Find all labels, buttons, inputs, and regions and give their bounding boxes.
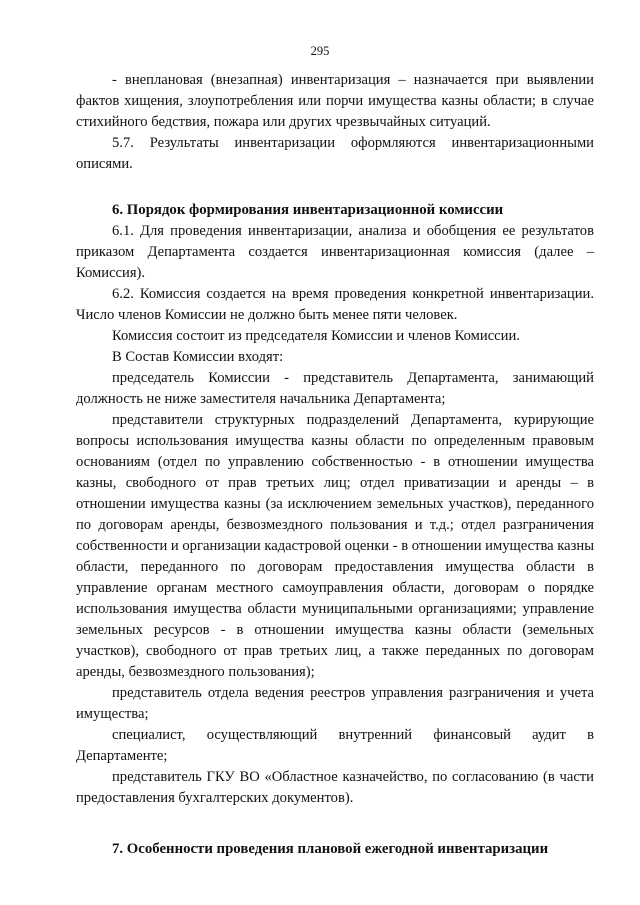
paragraph-5-7: 5.7. Результаты инвентаризации оформляются инвентаризационными описями. bbox=[76, 135, 594, 172]
paragraph-treasury-representative: представитель ГКУ ВО «Областное казначейство, по согласованию (в части предоставления бухгалтерских документов). bbox=[76, 769, 594, 806]
paragraph-6-1: 6.1. Для проведения инвентаризации, анализа и обобщения ее результатов приказом Департамента создается инвентаризационная комиссия (далее – Комиссия). bbox=[76, 223, 594, 281]
paragraph-6-2: 6.2. Комиссия создается на время проведения конкретной инвентаризации. Число членов Комиссии не должно быть менее пяти человек. bbox=[76, 286, 594, 323]
paragraph-unscheduled-inventory: - внеплановая (внезапная) инвентаризация – назначается при выявлении фактов хищения, злоупотребления или порчи имущества казны области; в случае стихийного бедствия, пожара или других чрезвычайных ситуаций. bbox=[76, 72, 594, 130]
page-number: 295 bbox=[310, 44, 330, 58]
section-6-heading: 6. Порядок формирования инвентаризационной комиссии bbox=[112, 202, 504, 218]
paragraph-commission-members-intro: В Состав Комиссии входят: bbox=[112, 349, 284, 365]
paragraph-registry-representative: представитель отдела ведения реестров управления разграничения и учета имущества; bbox=[76, 685, 594, 722]
paragraph-audit-specialist: специалист, осуществляющий внутренний финансовый аудит в Департаменте; bbox=[76, 727, 594, 764]
paragraph-department-representatives: представители структурных подразделений Департамента, курирующие вопросы использования имущества казны области по определенным правовым основаниям (отдел по управлению собственностью - в отношении имущества казны, свободного от прав третьих лиц; отдел приватизации и аренды – в отношении имущества казны (за исключением земельных участков), переданного по договорам аренды, безвозмездного пользования и т.д.; отдел разграничения собственности и организации кадастровой оценки - в отношении имущества казны области, переданного по договорам предоставления имущества области в управление органам местного самоуправления области, договорам о порядке использования имущества области муниципальными организациями; управление земельных ресурсов - в отношении имущества казны области (земельных участков), свободного от прав третьих лиц, а также переданных по договорам аренды, безвозмездного пользования); bbox=[76, 412, 595, 680]
paragraph-commission-composition: Комиссия состоит из председателя Комиссии и членов Комиссии. bbox=[112, 328, 520, 344]
document-body bbox=[76, 70, 594, 860]
section-7-heading: 7. Особенности проведения плановой ежегодной инвентаризации bbox=[112, 841, 549, 857]
paragraph-chairman: председатель Комиссии - представитель Департамента, занимающий должность не ниже заместителя начальника Департамента; bbox=[76, 370, 594, 407]
